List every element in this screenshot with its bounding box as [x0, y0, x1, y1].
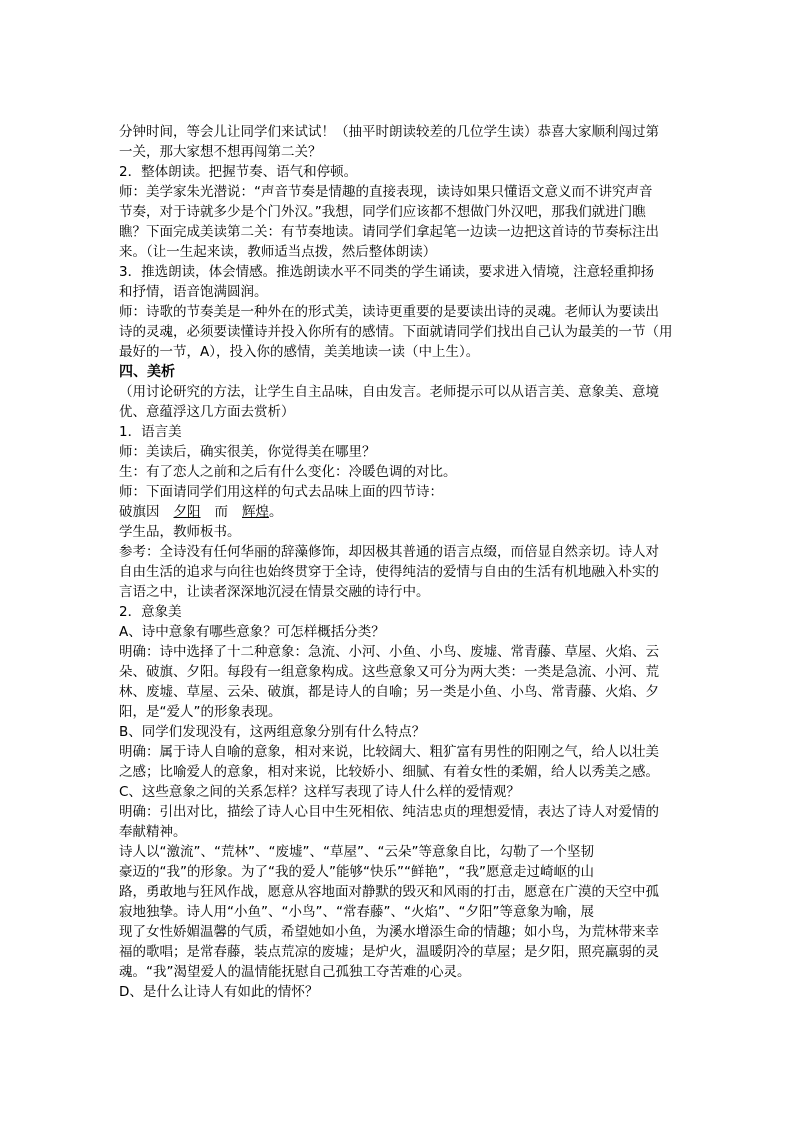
- text-line: A、诗中意象有哪些意象？可怎样概括分类？: [119, 624, 385, 640]
- text-line: 学生品，教师板书。: [119, 524, 241, 540]
- text-line: 来。（让一生起来读，教师适当点拨，然后整体朗读）: [119, 244, 437, 260]
- text-line: D、是什么让诗人有如此的情怀？: [119, 984, 319, 1000]
- text-line: 诗的灵魂，必须要读懂诗并投入你所有的感情。下面就请同学们找出自己认为最美的一节（用: [119, 324, 673, 340]
- text-line: 明确：属于诗人自喻的意象，相对来说，比较阔大、粗犷富有男性的阳刚之气，给人以壮美: [119, 744, 659, 760]
- text-line: 诗人以“激流”、“荒林”、“废墟”、“草屋”、“云朵”等意象自比，勾勒了一个坚韧: [119, 844, 594, 860]
- pattern-word: 而: [214, 504, 228, 520]
- text-line: 师：诗歌的节奏美是一种外在的形式美，读诗更重要的是要读出诗的灵魂。老师认为要读出: [119, 304, 659, 320]
- text-line: 优、意蕴浮这几方面去赏析）: [119, 404, 295, 420]
- text-line: B、同学们发现没有，这两组意象分别有什么特点？: [119, 724, 426, 740]
- text-line: 魂。“我”渴望爱人的温情能抚慰自己孤独工夺苦难的心灵。: [119, 964, 471, 980]
- text-line: 1．语言美: [119, 424, 182, 440]
- text-line: 寂地独挚。诗人用“小鱼”、“小鸟”、“常春藤”、“火焰”、“夕阳”等意象为喻，展: [119, 904, 594, 920]
- text-line: 师：美学家朱光潜说：“声音节奏是情趣的直接表现，读诗如果只懂语文意义而不讲究声音: [119, 184, 653, 200]
- text-line: 朵、破旗、夕阳。每段有一组意象构成。这些意象又可分为两大类：一类是急流、小河、荒: [119, 664, 659, 680]
- text-line: 自由生活的追求与向往也始终贯穿于全诗，使得纯洁的爱情与自由的生活有机地融入朴实的: [119, 564, 659, 580]
- text-line: 现了女性娇媚温馨的气质，希望她如小鱼，为溪水增添生命的情趣；如小鸟，为荒林带来幸: [119, 924, 659, 940]
- text-line: C、这些意象之间的关系怎样？这样写表现了诗人什么样的爱情观？: [119, 784, 520, 800]
- sentence-pattern: [119, 502, 676, 522]
- text-line: 2．意象美: [119, 604, 182, 620]
- text-line: 分钟时间，等会儿让同学们来试试！（抽平时朗读较差的几位学生读）恭喜大家顺利闯过第: [119, 124, 659, 140]
- text-line: 奉献精神。: [119, 824, 187, 840]
- pattern-word: 破旗因: [119, 504, 160, 520]
- text-line: 一关，那大家想不想再闯第二关？: [119, 144, 322, 160]
- text-line: 节奏，对于诗就多少是个门外汉。”我想，同学们应该都不想做门外汉吧，那我们就进门瞧: [119, 204, 646, 220]
- text-line: 师：下面请同学们用这样的句式去品味上面的四节诗：: [119, 484, 443, 500]
- text-line: 生：有了恋人之前和之后有什么变化：冷暖色调的对比。: [119, 464, 457, 480]
- text-line: （用讨论研究的方法，让学生自主品味，自由发言。老师提示可以从语言美、意象美、意境: [119, 384, 659, 400]
- text-line: 师：美读后，确实很美，你觉得美在哪里？: [119, 444, 376, 460]
- text-line: 最好的一节，A），投入你的感情，美美地读一读（中上生）。: [119, 344, 480, 360]
- text-line: 参考：全诗没有任何华丽的辞藻修饰，却因极其普通的语言点缀，而倍显自然亲切。诗人对: [119, 544, 659, 560]
- text-line: 瞧？下面完成美读第二关：有节奏地读。请同学们拿起笔一边读一边把这首诗的节奏标注出: [119, 224, 659, 240]
- text-line: 之感；比喻爱人的意象，相对来说，比较娇小、细腻、有着女性的柔媚，给人以秀美之感。: [119, 764, 659, 780]
- text-line: 路，勇敢地与狂风作战，愿意从容地面对静默的毁灭和风雨的打击，愿意在广漠的天空中孤: [119, 884, 659, 900]
- text-line: 明确：引出对比，描绘了诗人心目中生死相依、纯洁忠贞的理想爱情，表达了诗人对爱情的: [119, 804, 659, 820]
- document-page: [119, 122, 676, 1002]
- text-line: 和抒情，语音饱满圆润。: [119, 284, 268, 300]
- text-line: 阳，是“爱人”的形象表现。: [119, 704, 282, 720]
- text-line: 豪迈的“我”的形象。为了“我的爱人”能够“快乐”“鲜艳”，“我”愿意走过崎岖的山: [119, 864, 594, 880]
- pattern-blank: 夕阳: [173, 504, 201, 520]
- section-heading: 四、美析: [119, 364, 175, 380]
- text-line: 福的歌唱；是常春藤，装点荒凉的废墟；是炉火，温暖阴冷的草屋；是夕阳，照亮羸弱的灵: [119, 944, 659, 960]
- text-line: 言语之中，让读者深深地沉浸在情景交融的诗行中。: [119, 584, 430, 600]
- pattern-blank: 辉煌: [242, 504, 269, 520]
- text-line: 3．推选朗读，体会情感。推选朗读水平不同类的学生诵读，要求进入情境，注意轻重抑扬: [119, 264, 655, 280]
- text-line: 林、废墟、草屋、云朵、破旗，都是诗人的自喻；另一类是小鱼、小鸟、常青藤、火焰、夕: [119, 684, 659, 700]
- pattern-end: 。: [269, 504, 283, 520]
- text-line: 2．整体朗读。把握节奏、语气和停顿。: [119, 164, 358, 180]
- text-line: 明确：诗中选择了十二种意象：急流、小河、小鱼、小鸟、废墟、常青藤、草屋、火焰、云: [119, 644, 659, 660]
